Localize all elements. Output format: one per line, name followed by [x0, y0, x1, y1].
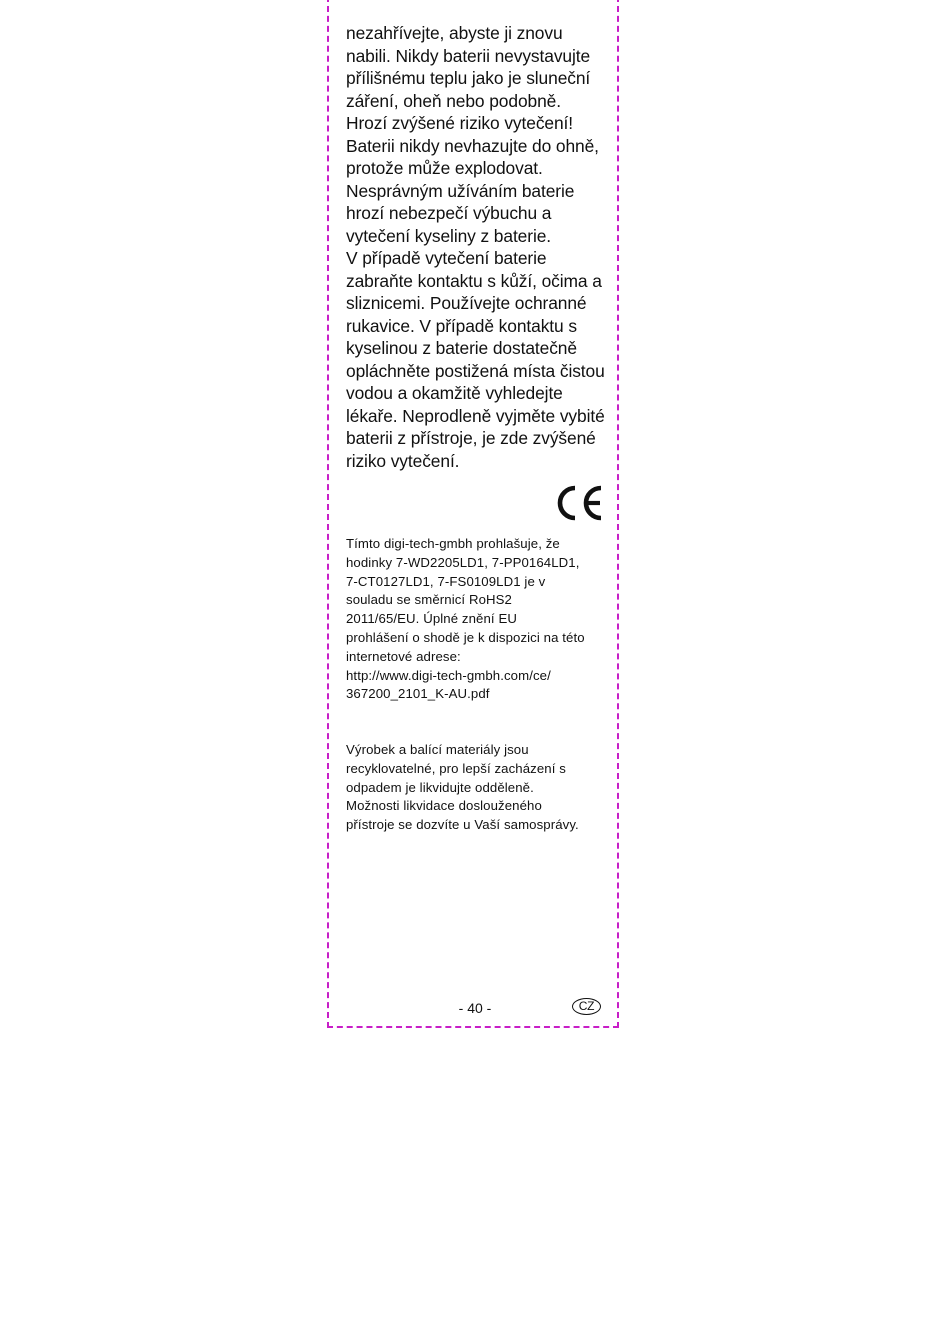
text-line: prohlášení o shodě je k dispozici na této: [346, 629, 585, 645]
text-line: rukavice. V případě kontaktu s: [346, 315, 577, 336]
text-line: nezahřívejte, abyste ji znovu: [346, 23, 563, 43]
text-line: protože může explodovat.: [346, 158, 543, 178]
text-line: Výrobek a balící materiály jsou: [346, 742, 529, 757]
country-code-badge: CZ: [572, 998, 601, 1015]
recycling-notice: [346, 741, 608, 835]
text-line: 7-CT0127LD1, 7-FS0109LD1 je v: [346, 573, 546, 589]
text-line: internetové adrese:: [346, 648, 461, 664]
text-line: sliznicemi. Používejte ochranné: [346, 293, 587, 313]
text-line: Možnosti likvidace doslouženého: [346, 798, 542, 814]
text-line: odpadem je likvidujte odděleně.: [346, 779, 534, 795]
text-line: riziko vytečení.: [346, 450, 460, 471]
conformity-declaration: [346, 535, 608, 704]
ce-marking-icon: [556, 485, 606, 521]
text-line: lékaře. Neprodleně vyjměte vybité: [346, 405, 605, 426]
declaration-url: http://www.digi-tech-gmbh.com/ce/: [346, 667, 551, 683]
text-line: vytečení kyseliny z baterie.: [346, 225, 552, 246]
text-line: baterii z přístroje, je zde zvýšené: [346, 428, 596, 448]
text-line: Baterii nikdy nevhazujte do ohně,: [346, 135, 599, 156]
declaration-url-file: 367200_2101_K-AU.pdf: [346, 686, 490, 702]
text-line: přístroje se dozvíte u Vaší samosprávy.: [346, 817, 579, 833]
text-line: Nesprávným užíváním baterie: [346, 180, 575, 201]
text-line: přílišnému teplu jako je sluneční: [346, 68, 591, 88]
text-line: souladu se směrnicí RoHS2: [346, 592, 512, 608]
text-line: hodinky 7-WD2205LD1, 7-PP0164LD1,: [346, 554, 580, 570]
text-line: recyklovatelné, pro lepší zacházení s: [346, 760, 566, 776]
battery-safety-text: [346, 22, 608, 472]
text-line: kyselinou z baterie dostatečně: [346, 338, 577, 358]
text-line: Tímto digi-tech-gmbh prohlašuje, že: [346, 536, 560, 551]
text-line: opláchněte postižená místa čistou: [346, 360, 605, 381]
text-line: hrozí nebezpečí výbuchu a: [346, 203, 552, 223]
text-line: nabili. Nikdy baterii nevystavujte: [346, 45, 591, 66]
text-line: záření, oheň nebo podobně.: [346, 90, 561, 111]
text-line: zabraňte kontaktu s kůží, očima a: [346, 270, 602, 291]
page-number: - 40 -: [458, 1000, 492, 1016]
text-line: V případě vytečení baterie: [346, 248, 547, 268]
text-line: vodou a okamžitě vyhledejte: [346, 383, 563, 403]
text-line: 2011/65/EU. Úplné znění EU: [346, 611, 517, 627]
text-line: Hrozí zvýšené riziko vytečení!: [346, 113, 574, 133]
